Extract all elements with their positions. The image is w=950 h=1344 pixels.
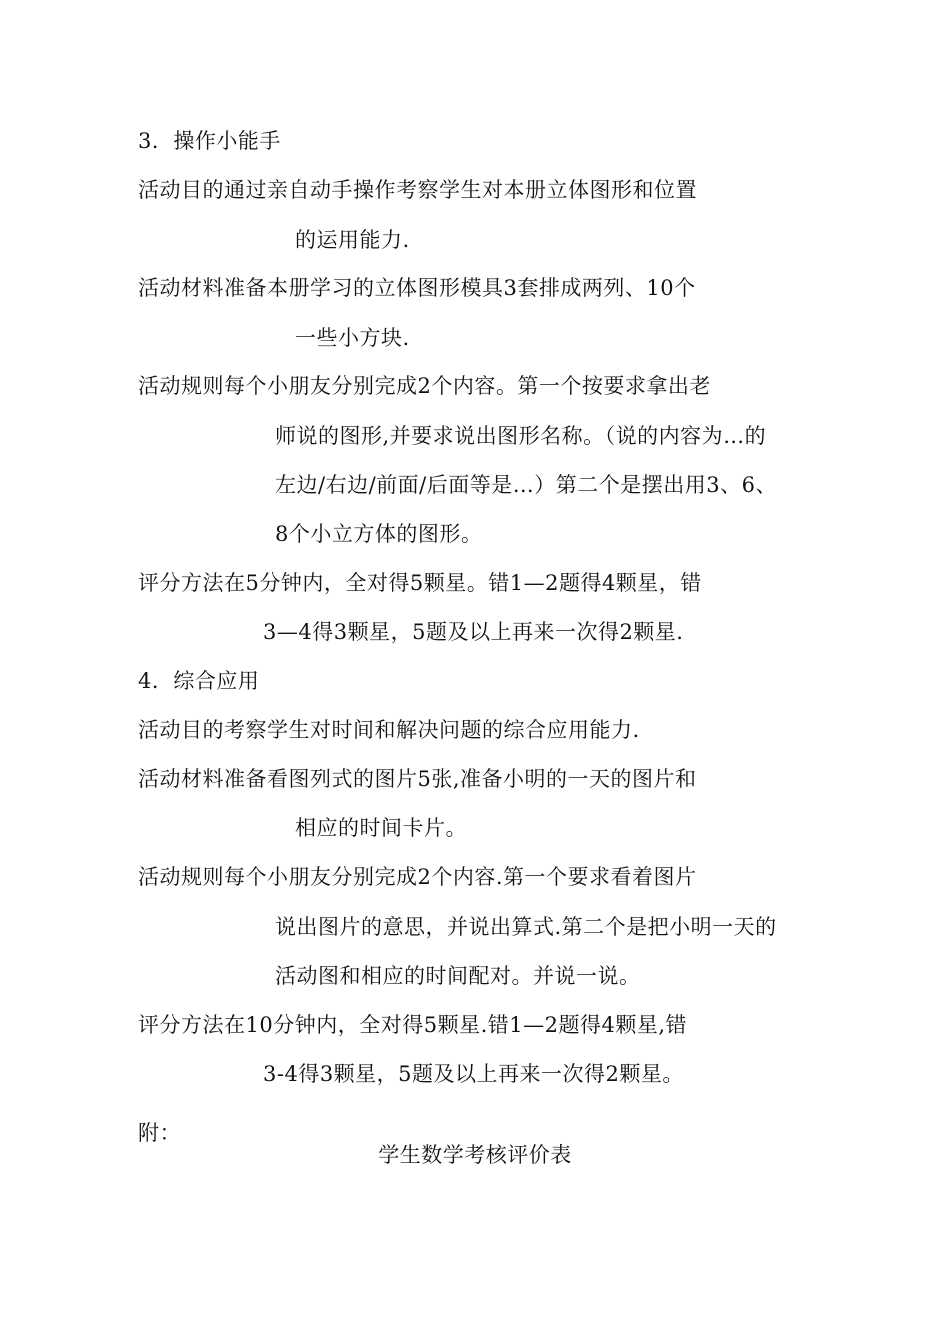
section-3-goal-line-1: 活动目的通过亲自动手操作考察学生对本册立体图形和位置 (138, 178, 697, 202)
section-3-scoring-line-2: 3—4得3颗星，5题及以上再来一次得2颗星. (263, 620, 684, 644)
section-3-materials-line-1: 活动材料准备本册学习的立体图形模具3套排成两列、10个 (138, 276, 696, 300)
section-3-scoring-line-1: 评分方法在5分钟内，全对得5颗星。错1—2题得4颗星，错 (138, 571, 702, 595)
section-4-materials-line-2: 相应的时间卡片。 (295, 816, 467, 840)
section-3-goal-line-2: 的运用能力. (295, 228, 410, 252)
appendix-table-title: 学生数学考核评价表 (378, 1143, 572, 1167)
section-4-scoring-line-2: 3-4得3颗星，5题及以上再来一次得2颗星。 (263, 1062, 684, 1086)
section-4-scoring-line-1: 评分方法在10分钟内，全对得5颗星.错1—2题得4颗星,错 (138, 1013, 688, 1037)
section-3-rules-line-2: 师说的图形,并要求说出图形名称。（说的内容为…的 (275, 424, 767, 448)
section-3-materials-line-2: 一些小方块. (295, 326, 410, 350)
section-3-rules-line-3: 左边/右边/前面/后面等是…）第二个是摆出用3、6、 (275, 473, 777, 497)
appendix-label: 附： (138, 1121, 181, 1145)
section-4-rules-line-3: 活动图和相应的时间配对。并说一说。 (275, 964, 641, 988)
section-3-rules-line-4: 8个小立方体的图形。 (275, 522, 483, 546)
section-3-heading: 3．操作小能手 (138, 129, 281, 153)
section-4-goal-line-1: 活动目的考察学生对时间和解决问题的综合应用能力. (138, 718, 640, 742)
section-4-rules-line-2: 说出图片的意思，并说出算式.第二个是把小明一天的 (275, 915, 777, 939)
section-3-rules-line-1: 活动规则每个小朋友分别完成2个内容。第一个按要求拿出老 (138, 374, 711, 398)
section-4-heading: 4．综合应用 (138, 669, 260, 693)
section-4-rules-line-1: 活动规则每个小朋友分别完成2个内容.第一个要求看着图片 (138, 865, 697, 889)
section-4-materials-line-1: 活动材料准备看图列式的图片5张,准备小明的一天的图片和 (138, 767, 697, 791)
